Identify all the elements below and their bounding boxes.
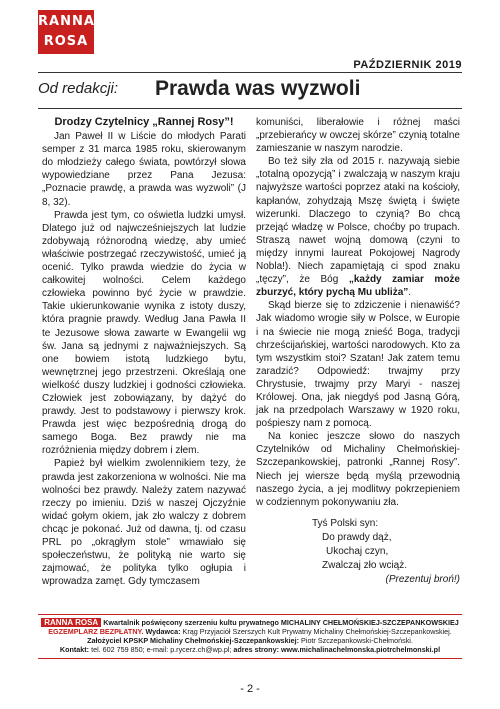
issue-date: PAŹDZIERNIK 2019 bbox=[353, 59, 462, 71]
paragraph-end: . bbox=[408, 287, 412, 299]
poem-line: Zwalczaj zło wciąż. bbox=[322, 559, 408, 571]
paragraph: Papież był wielkim zwolennikiem tezy, że prawda jest zakorzeniona w wolności. Nie ma wolności bez prawdy. Należy zatem nazywać rzeczy po imieniu. Dziś w naszej Ojczyźnie widać gołym okiem, jak zło walczy z dobrem chcąc je pokonać. Już od dawna, tj. od czasu PRL po „okrągłym stole” wmawiało się społeczeństwu, że polityką nie warto się zajmować, że polityka tylko ogłupia i wprowadza zamęt. Gdy tymczasem bbox=[42, 458, 246, 588]
article-headline: Prawda was wyzwoli bbox=[155, 77, 361, 100]
founder: Piotr Szczepankowski-Chełmoński. bbox=[301, 636, 413, 645]
headline-divider bbox=[38, 108, 462, 109]
website-address: www.michalinachelmonska.piotrchelmonski.pl bbox=[280, 645, 441, 654]
paragraph: Jan Paweł II w Liście do młodych Parati semper z 31 marca 1985 roku, skierowanym do młodzieży całego świata, powtórzył słowa wypowiedziane przez Pana Jezusa: „Poznacie prawdę, a prawda was wyzwoli” (J 8, 32). bbox=[42, 131, 246, 208]
section-label: Od redakcji: bbox=[38, 80, 119, 97]
paragraph: komuniści, liberałowie i różnej maści „przebierańcy w owczej skórze” czynią totalne zamieszanie w naszym narodzie. bbox=[256, 117, 460, 155]
paragraph: Na koniec jeszcze słowo do naszych Czytelników od Michaliny Chełmońskiej-Szczepankowskiej, patronki „Rannej Rosy”. Niech jej wiersze będą myślą przewodnią naszego życia, a jej modlitwy pokrzepieniem w codziennym pokonywaniu zła. bbox=[256, 431, 460, 508]
greeting: Drodzy Czytelnicy „Rannej Rosy”! bbox=[54, 116, 234, 128]
article-column-2 bbox=[256, 116, 460, 586]
colophon-line-3 bbox=[38, 636, 462, 645]
paragraph: Skąd bierze się to zdziczenie i nienawiść? Jak wiadomo wrogie siły w Polsce, w Europie i na świecie nie mogą znieść Boga, tradycji chrześcijańskiej, wartości narodowych. Kto za tym wszystkim stoi? Szatan! Jak zatem temu zaradzić? Odpowiedź: trwajmy przy Chrystusie, trwajmy przy Maryi - naszej Królowej. Ona, jak niegdyś pod Jasną Górą, jak na przedpolach Warszawy w 1920 roku, pośpieszy nam z pomocą. bbox=[256, 300, 460, 430]
colophon-brand: RANNA ROSA bbox=[41, 618, 101, 627]
founder-label: Założyciel KPSKP Michaliny Chełmońskiej-Szczepankowskiej: bbox=[87, 636, 300, 645]
colophon-line-4 bbox=[38, 645, 462, 654]
colophon-line-1 bbox=[38, 618, 462, 627]
address-label: adres strony: bbox=[233, 645, 279, 654]
colophon bbox=[38, 614, 462, 659]
poem-line: Tyś Polski syn: bbox=[312, 517, 379, 529]
logo-line-1: RANNA bbox=[38, 14, 95, 29]
poem bbox=[256, 517, 460, 573]
paragraph bbox=[256, 155, 460, 299]
bold-quote: „każdy zamiar może zburzyć, który pychą Mu ubliża” bbox=[256, 274, 460, 299]
logo-line-2: ROSA bbox=[43, 34, 89, 49]
paragraph: Prawda jest tym, co oświetla ludzki umysł. Dlatego już od najwcześniejszych lat ludzie zdobywają różnorodną wiedzę, aby umieć właściwie postrzegać rzeczywistość, umieć ją ocenić. Tylko prawda wiedzie do życia w całkowitej wolności. Celem każdego człowieka powinno być życie w prawdzie. Takie ukierunkowanie wynika z istoty duszy, która pragnie prawdy. Według Jana Pawła II te Jezusowe słowa zawarte w Ewangelii wg św. Jana są jednymi z najważniejszych. Są one bowiem istotą ludzkiego bytu, wewnętrznej jego przestrzeni. Określają one wielkość duszy ludzkiej i godności człowieka. Człowiek jest zobowiązany, by dążyć do prawdy. Jest to podstawowy i pierwszy krok. Prawda jest więc bezpośrednią drogą do samego Boga. Bez prawdy nie ma rozróżnienia między dobrem i złem. bbox=[42, 209, 246, 457]
colophon-line-2 bbox=[38, 627, 462, 636]
poem-source: (Prezentuj broń!) bbox=[385, 573, 460, 585]
free-copy-label: EGZEMPLARZ BEZPŁATNY. bbox=[48, 627, 144, 636]
page-number: - 2 - bbox=[240, 683, 260, 695]
paragraph-text: Bo też siły zła od 2015 r. nazywają siebie „totalną opozycją” i zwalczają w naszym kraju najwyższe wartości poprzez ataki na kościoły, kapłanów, zohydzają Mszę świętą i święte wizerunki. Dlaczego to czynią? Bo chcą przejąć władzę w Polsce, choćby po trupach. Straszą nawet wojną domową (czyni to między innymi laureat Pokojowej Nagrody Nobla!). Niech zapamiętają ci spod znaku „tęczy”, że Bóg bbox=[256, 156, 460, 286]
contact: tel. 602 759 850; e-mail: p.rycerz.ch@wp.pl; bbox=[91, 645, 232, 654]
publisher-label: Wydawca: bbox=[145, 627, 181, 636]
publisher: Krąg Przyjaciół Szerszych Kult Prywatny Michaliny Chełmońskiej-Szczepankowskiej. bbox=[182, 627, 452, 636]
poem-line: Do prawdy dąż, bbox=[322, 531, 392, 543]
top-divider bbox=[38, 72, 462, 73]
poem-line: Ukochaj czyn, bbox=[326, 545, 389, 557]
contact-label: Kontakt: bbox=[59, 645, 90, 654]
colophon-description: Kwartalnik poświęcony szerzeniu kultu prywatnego MICHALINY CHEŁMOŃSKIEJ-SZCZEPANKOWSKIEJ bbox=[103, 618, 459, 627]
ranna-rosa-logo bbox=[38, 10, 94, 54]
article-column-1 bbox=[42, 116, 246, 588]
